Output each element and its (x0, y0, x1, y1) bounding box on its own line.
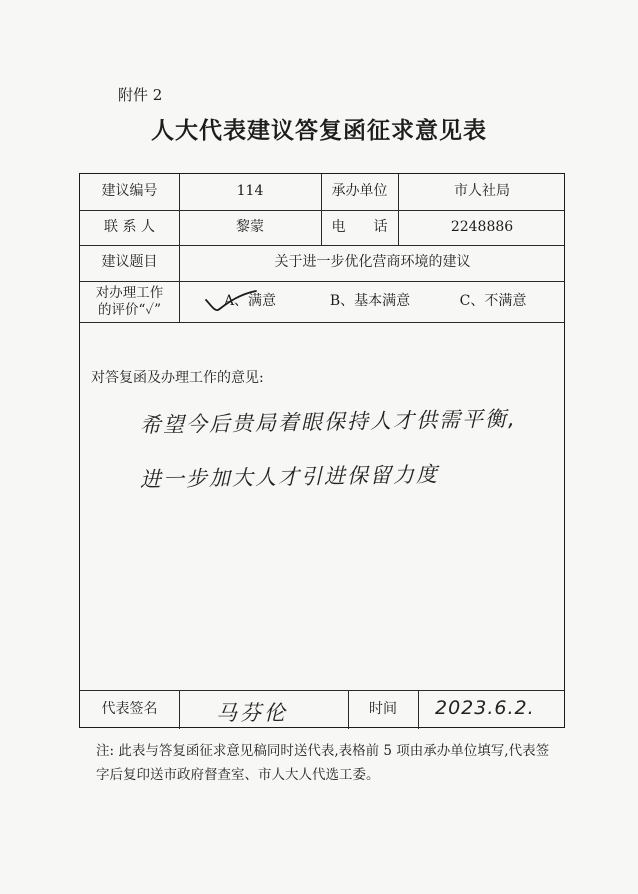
page-title: 人大代表建议答复函征求意见表 (151, 117, 487, 144)
label-evaluation (80, 281, 179, 322)
value-suggestion-number: 114 (236, 183, 264, 200)
label-suggestion-number: 建议编号 (101, 183, 158, 200)
handwritten-opinion-line1: 希望今后贵局着眼保持人才供需平衡, (139, 406, 517, 438)
label-contact-person: 联 系 人 (104, 218, 155, 235)
handwritten-opinion-line2: 进一步加大人才引进保留力度 (139, 462, 440, 492)
checkmark-icon (202, 289, 262, 315)
label-phone: 电 话 (331, 218, 388, 235)
option-satisfied[interactable]: A、满意 (223, 292, 277, 309)
option-unsatisfied[interactable]: C、不满意 (459, 292, 527, 309)
value-contact-person: 黎蒙 (236, 218, 264, 235)
label-handling-unit: 承办单位 (331, 183, 388, 200)
row-divider (80, 322, 564, 323)
column-divider (418, 690, 419, 729)
value-phone: 2248886 (450, 218, 514, 235)
signing-date: 2023.6.2. (435, 697, 535, 719)
label-time: 时间 (369, 700, 397, 717)
column-divider (179, 690, 180, 729)
footer-note: 注: 此表与答复函征求意见稿同时送代表,表格前 5 项由承办单位填写,代表签字后复印送市政府督查室、市人大人代选工委。 (96, 743, 550, 783)
value-handling-unit: 市人社局 (454, 183, 510, 200)
attachment-label: 附件 2 (118, 86, 163, 104)
opinion-label: 对答复函及办理工作的意见: (91, 370, 264, 386)
label-suggestion-topic: 建议题目 (101, 254, 158, 271)
label-evaluation-line1: 对办理工作 (95, 284, 164, 301)
opinion-form-table (79, 173, 565, 728)
value-suggestion-topic: 关于进一步优化营商环境的建议 (274, 254, 471, 271)
representative-signature: 马芬伦 (216, 701, 288, 725)
label-evaluation-line2: 的评价“✓” (97, 301, 161, 318)
option-basically-satisfied[interactable]: B、基本满意 (329, 292, 411, 309)
label-representative-signature: 代表签名 (101, 700, 158, 717)
